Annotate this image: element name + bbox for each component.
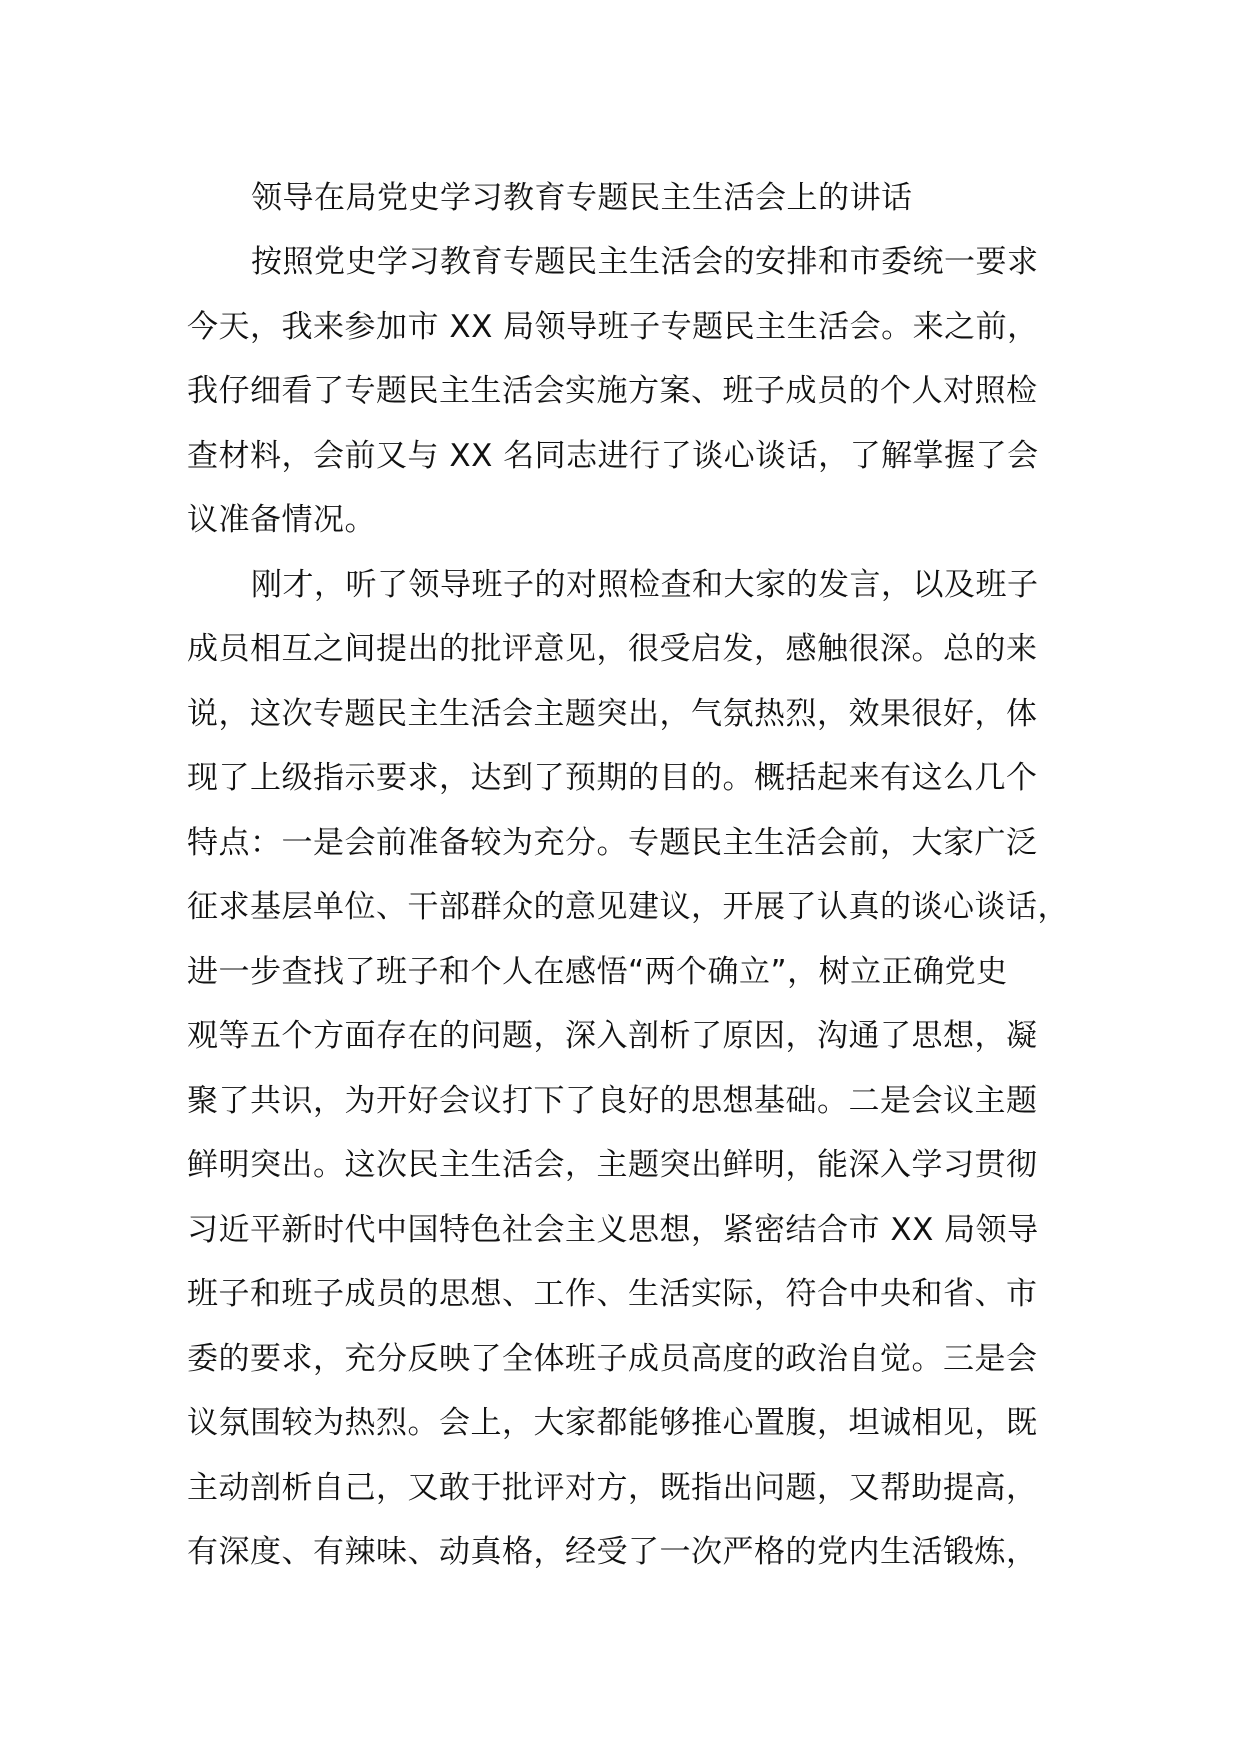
paragraph-line: 按照党史学习教育专题民主生活会的安排和市委统一要求 — [251, 244, 1039, 280]
paragraph-line: 征求基层单位、干部群众的意见建议，开展了认真的谈心谈话， — [187, 889, 1069, 925]
paragraph-line: 查材料，会前又与 XX 名同志进行了谈心谈话，了解掌握了会 — [187, 437, 1039, 474]
paragraph-line: 习近平新时代中国特色社会主义思想，紧密结合市 XX 局领导 — [187, 1211, 1039, 1248]
paragraph-line: 刚才，听了领导班子的对照检查和大家的发言，以及班子 — [251, 566, 1039, 603]
paragraph-line: 说，这次专题民主生活会主题突出，气氛热烈，效果很好，体 — [187, 695, 1038, 732]
paragraph-line: 今天，我来参加市 XX 局领导班子专题民主生活会。来之前， — [187, 308, 1039, 345]
paragraph-line: 聚了共识，为开好会议打下了良好的思想基础。二是会议主题 — [187, 1082, 1038, 1119]
paragraph-line: 主动剖析自己，又敢于批评对方，既指出问题，又帮助提高， — [187, 1469, 1038, 1506]
paragraph-line: 委的要求，充分反映了全体班子成员高度的政治自觉。三是会 — [187, 1340, 1038, 1377]
paragraph-line: 有深度、有辣味、动真格，经受了一次严格的党内生活锻炼， — [187, 1534, 1038, 1570]
paragraph-line: 班子和班子成员的思想、工作、生活实际，符合中央和省、市 — [187, 1276, 1038, 1312]
paragraph-1 — [187, 230, 1055, 553]
paragraph-line: 现了上级指示要求，达到了预期的目的。概括起来有这么几个 — [187, 760, 1038, 796]
paragraph-line: 成员相互之间提出的批评意见，很受启发，感触很深。总的来 — [187, 631, 1038, 667]
paragraph-line: 观等五个方面存在的问题，深入剖析了原因，沟通了思想，凝 — [187, 1018, 1038, 1054]
paragraph-line: 进一步查找了班子和个人在感悟“两个确立”，树立正确党史 — [187, 953, 1008, 990]
document-body — [187, 166, 1069, 1585]
paragraph-line: 议准备情况。 — [187, 502, 376, 538]
paragraph-line: 议氛围较为热烈。会上，大家都能够推心置腹，坦诚相见，既 — [187, 1405, 1038, 1441]
paragraph-2 — [187, 553, 1069, 1585]
paragraph-line: 特点：一是会前准备较为充分。专题民主生活会前，大家广泛 — [187, 824, 1038, 861]
document-title: 领导在局党史学习教育专题民主生活会上的讲话 — [251, 180, 913, 216]
paragraph-line: 我仔细看了专题民主生活会实施方案、班子成员的个人对照检 — [187, 373, 1038, 409]
paragraph-line: 鲜明突出。这次民主生活会，主题突出鲜明，能深入学习贯彻 — [187, 1147, 1038, 1183]
